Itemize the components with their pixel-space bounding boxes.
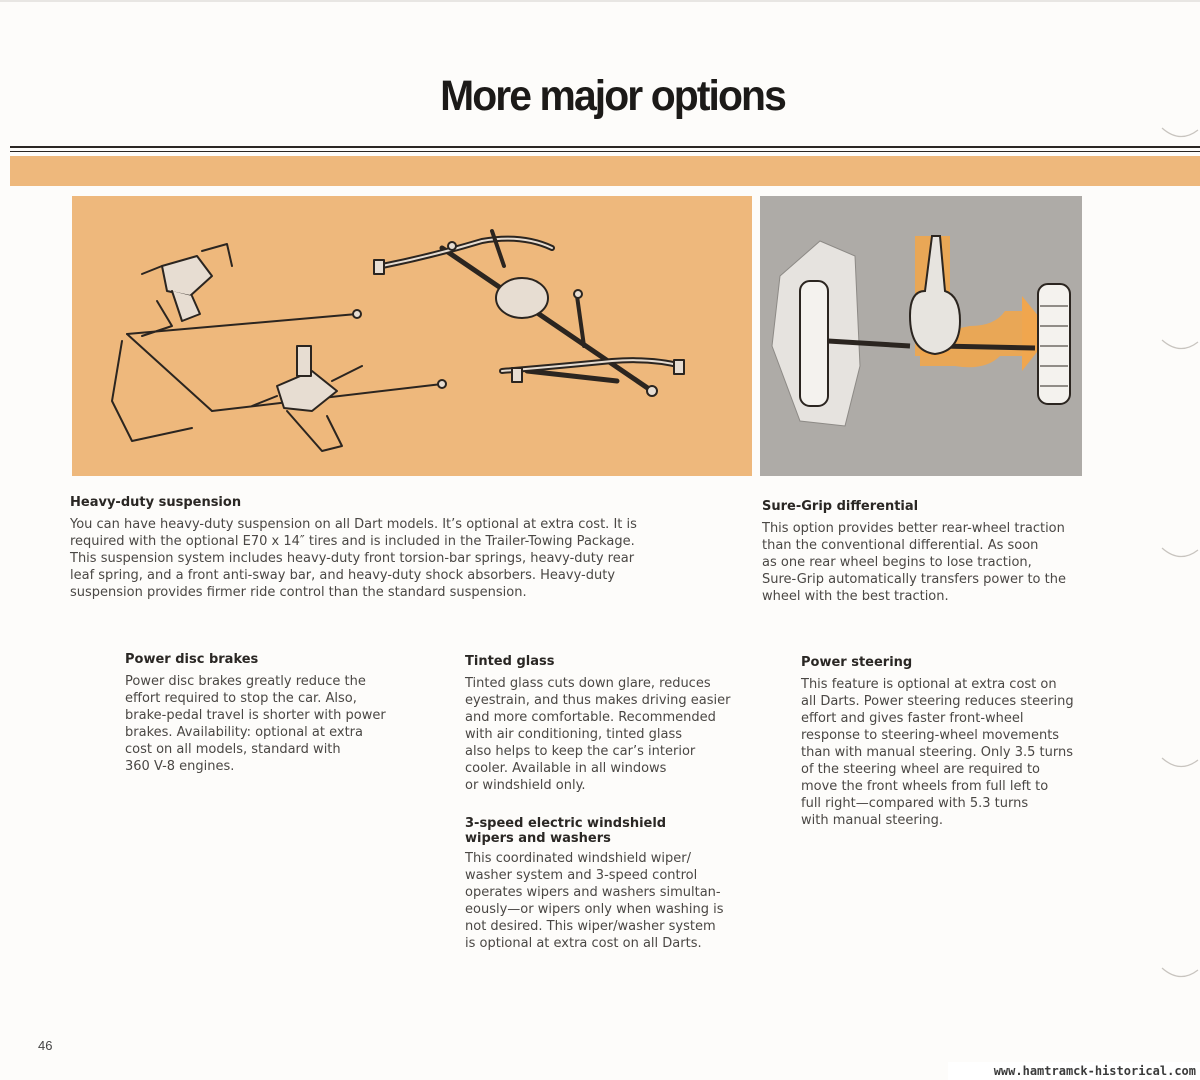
body-line: suspension provides firmer ride control than the standard suspension. [70,585,527,600]
section-heading: Sure-Grip differential [762,499,919,514]
section-heading: Heavy-duty suspension [70,495,242,510]
body-line: effort and gives faster front-wheel [801,711,1024,726]
section-heading: wipers and washers [465,831,611,846]
body-line: 360 V-8 engines. [125,759,235,774]
body-line: eously—or wipers only when washing is [465,902,724,917]
body-line: also helps to keep the car’s interior [465,744,696,759]
section-heading: 3-speed electric windshield [465,816,667,831]
binder-hole-mark [1160,540,1200,562]
body-line: This coordinated windshield wiper/ [465,851,691,866]
body-line: effort required to stop the car. Also, [125,691,357,706]
section-heading: Tinted glass [465,654,555,669]
section-wipers [465,816,785,952]
differential-illustration [760,196,1082,476]
section-heading: Power steering [801,655,913,670]
section-differential [762,499,1182,605]
body-line: brakes. Availability: optional at extra [125,725,363,740]
orange-band [10,156,1200,186]
body-line: leaf spring, and a front anti-sway bar, and heavy-duty shock absorbers. Heavy-duty [70,568,616,583]
section-steering [801,655,1161,829]
body-line: cost on all models, standard with [125,742,341,757]
body-line: cooler. Available in all windows [465,761,667,776]
top-edge-line [0,0,1200,2]
section-brakes [125,652,445,775]
body-line: or windshield only. [465,778,586,793]
binder-hole-mark [1160,750,1200,772]
body-line: brake-pedal travel is shorter with power [125,708,386,723]
body-line: with manual steering. [801,813,943,828]
suspension-drawing [72,196,752,476]
body-line: move the front wheels from full left to [801,779,1049,794]
body-line: eyestrain, and thus makes driving easier [465,693,731,708]
section-suspension [70,495,750,601]
body-line: full right—compared with 5.3 turns [801,796,1029,811]
body-line: with air conditioning, tinted glass [465,727,683,742]
body-line: This suspension system includes heavy-duty front torsion-bar springs, heavy-duty rear [70,551,635,566]
body-line: and more comfortable. Recommended [465,710,716,725]
title-rule-thin [10,151,1200,152]
body-line: Tinted glass cuts down glare, reduces [465,676,711,691]
page-title: More major options [440,72,785,120]
body-line: Sure-Grip automatically transfers power to the [762,572,1066,587]
page-number: 46 [38,1038,53,1053]
body-line: Power disc brakes greatly reduce the [125,674,366,689]
watermark: www.hamtramck-historical.com [948,1062,1200,1080]
body-line: required with the optional E70 x 14″ tires and is included in the Trailer-Towing Package. [70,534,635,549]
differential-drawing [760,196,1082,476]
body-line: than the conventional differential. As soon [762,538,1039,553]
section-glass [465,654,785,794]
suspension-illustration [72,196,752,476]
body-line: response to steering-wheel movements [801,728,1060,743]
binder-hole-mark [1160,960,1200,982]
body-line: is optional at extra cost on all Darts. [465,936,702,951]
binder-hole-mark [1160,120,1200,142]
title-rule [10,146,1200,148]
body-line: all Darts. Power steering reduces steering [801,694,1074,709]
binder-hole-mark [1160,332,1200,354]
body-line: than with manual steering. Only 3.5 turns [801,745,1073,760]
section-heading: Power disc brakes [125,652,259,667]
body-line: of the steering wheel are required to [801,762,1040,777]
body-line: not desired. This wiper/washer system [465,919,716,934]
body-line: as one rear wheel begins to lose traction, [762,555,1032,570]
body-line: operates wipers and washers simultan- [465,885,721,900]
body-line: You can have heavy-duty suspension on all Dart models. It’s optional at extra cost. It is [70,517,637,532]
body-line: washer system and 3-speed control [465,868,698,883]
body-line: This feature is optional at extra cost on [801,677,1057,692]
body-line: wheel with the best traction. [762,589,949,604]
body-line: This option provides better rear-wheel traction [762,521,1065,536]
